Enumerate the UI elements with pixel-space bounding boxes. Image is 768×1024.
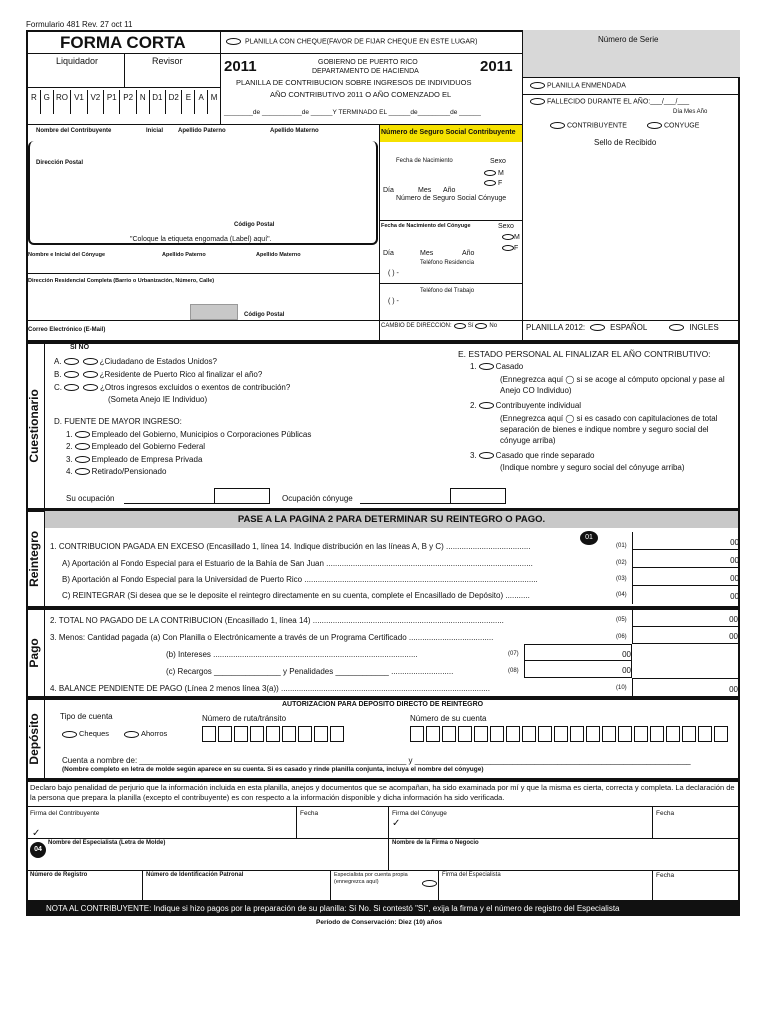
- sexo-f[interactable]: [484, 180, 502, 188]
- questionnaire-side: Cuestionario: [27, 389, 42, 463]
- dobc-year: Año: [462, 250, 475, 257]
- enmendada-label: PLANILLA ENMENDADA: [547, 82, 626, 90]
- conservacion: Período de Conservación: Diez (10) años: [316, 919, 443, 926]
- fallecido-label: FALLECIDO DURANTE EL AÑO:___/___/___: [547, 98, 690, 106]
- enmendada-radio-icon[interactable]: [530, 82, 545, 89]
- question-b: B. ¿Residente de Puerto Rico al finalizar el año?: [54, 370, 263, 379]
- dir-residencial-label: Dirección Residencial Completa (Barrio o Urbanización, Número, Calle): [28, 278, 215, 284]
- fecha-nac-conyuge-label: Fecha de Nacimiento del Cónyuge: [381, 223, 471, 229]
- code-03: (03): [616, 576, 627, 582]
- fallecido-conyuge-radio-icon[interactable]: [647, 122, 662, 129]
- amount-06[interactable]: 00: [632, 627, 738, 644]
- enmendada-option[interactable]: [528, 82, 626, 90]
- check-contrib: ✓: [32, 828, 41, 839]
- amount-07[interactable]: 00: [524, 644, 632, 661]
- correo-label: Correo Electrónico (E-Mail): [28, 327, 106, 333]
- planilla-cheque-label: PLANILLA CON CHEQUE(FAVOR DE FIJAR CHEQUE EN ESTE LUGAR): [244, 38, 478, 46]
- nota-contribuyente: NOTA AL CONTRIBUYENTE: Indique si hizo pagos por la preparación de su planilla: Sí No. Si contestó "Sí", exija la firma y el número de registro del Especialista: [46, 904, 620, 913]
- sexo-m-label: M: [497, 170, 504, 177]
- reintegro-line-b: B) Aportación al Fondo Especial para la Universidad de Puerto Rico .........................................................................................................: [62, 575, 538, 584]
- fecha-nac-label: Fecha de Nacimiento: [396, 158, 453, 164]
- inicial-label: Inicial: [146, 128, 164, 134]
- sexo-conyuge-m-radio-icon[interactable]: [502, 234, 514, 240]
- pago-line-3c: (c) Recargos _______________ y Penalidades ____________ ............................: [166, 667, 454, 676]
- question-d: D. FUENTE DE MAYOR INGRESO:: [54, 417, 182, 426]
- cambio-no-radio-icon[interactable]: [475, 323, 487, 329]
- firma-negocio-label: Nombre de la Firma o Negocio: [392, 840, 479, 846]
- b-si-radio-icon[interactable]: [64, 371, 79, 378]
- badge-04: 04: [30, 842, 46, 858]
- code-05: (05): [616, 617, 627, 623]
- revisor-label: Revisor: [152, 56, 183, 66]
- pago-line-3b: (b) Intereses ............................................................................................: [166, 650, 418, 659]
- apellido-paterno-conyuge-label: Apellido Paterno: [162, 252, 206, 258]
- ruta-label: Número de ruta/tránsito: [202, 714, 287, 723]
- year-left: 2011: [224, 58, 257, 75]
- planilla-lang-label: PLANILLA 2012:: [526, 323, 586, 332]
- cuenta-nombre[interactable]: Cuenta a nombre de: ____________________________________________________________ y ______________________________________________________________: [62, 756, 691, 765]
- code-10: (10): [616, 685, 627, 691]
- sexo-conyuge-label: Sexo: [498, 223, 514, 230]
- deposito-title: AUTORIZACION PARA DEPOSITO DIRECTO DE REINTEGRO: [282, 701, 484, 708]
- reintegro-banner: PASE A LA PAGINA 2 PARA DETERMINAR SU REINTEGRO O PAGO.: [45, 511, 738, 528]
- ssn-conyuge-label: Número de Seguro Social Cónyuge: [396, 195, 507, 202]
- b-no-radio-icon[interactable]: [83, 371, 98, 378]
- cambio-label: CAMBIO DE DIRECCION:: [381, 323, 452, 329]
- cambio-no-label: No: [489, 323, 498, 329]
- tel-residencia-fmt: ( ) -: [388, 270, 399, 277]
- fallecido-contrib-label: CONTRIBUYENTE: [567, 122, 627, 130]
- amount-03[interactable]: 00: [633, 568, 739, 586]
- code-n: N: [137, 90, 150, 114]
- sexo-conyuge-f-radio-icon[interactable]: [502, 245, 514, 251]
- code-g: G: [41, 90, 54, 114]
- tel-residencia-label: Teléfono Residencia: [420, 260, 475, 266]
- fallecido-conyuge[interactable]: [645, 122, 699, 130]
- deposito-side: Depósito: [27, 713, 42, 765]
- c-si-radio-icon[interactable]: [64, 384, 79, 391]
- d-option-4[interactable]: 4. Retirado/Pensionado: [66, 467, 167, 476]
- direccion-label: Dirección Postal: [36, 160, 84, 166]
- code-m: M: [210, 93, 218, 102]
- fallecido-radio-icon[interactable]: [530, 98, 545, 105]
- label-area: [28, 141, 378, 245]
- gray-postal-box[interactable]: [190, 304, 238, 320]
- patronal-label: Número de Identificación Patronal: [146, 872, 244, 878]
- cambio-si-label: Sí: [467, 323, 474, 329]
- amount-05[interactable]: 00: [632, 610, 738, 627]
- office-codes: [28, 90, 220, 114]
- ahorros-radio-icon[interactable]: [124, 731, 139, 738]
- si-no-header: SI NO: [70, 344, 90, 351]
- pago-line-4: 4. BALANCE PENDIENTE DE PAGO (Línea 2 menos línea 3(a)) ..............................................................................................: [50, 684, 490, 693]
- code-02: (02): [616, 560, 627, 566]
- fallecido-option[interactable]: [528, 98, 689, 106]
- cheques-radio-icon[interactable]: [62, 731, 77, 738]
- sexo-f-label: F: [497, 180, 503, 187]
- espanol-radio-icon[interactable]: [590, 324, 605, 331]
- a-si-radio-icon[interactable]: [64, 358, 79, 365]
- por-cuenta-label: Especialista por cuenta propia (ennegrezca aquí): [334, 872, 408, 885]
- codigo-postal-label: Código Postal: [234, 222, 275, 228]
- code-01: (01): [616, 543, 627, 549]
- espanol-label: ESPAÑOL: [610, 323, 648, 332]
- nombre-label: Nombre del Contribuyente: [36, 128, 112, 134]
- fecha-label-1: Fecha: [300, 810, 319, 817]
- code-d1: D1: [150, 90, 166, 114]
- amount-01[interactable]: 00: [633, 532, 739, 550]
- d4-radio-icon[interactable]: [75, 468, 90, 475]
- ocupacion-conyuge-label: Ocupación cónyuge: [282, 494, 353, 503]
- apellido-paterno-label: Apellido Paterno: [178, 128, 226, 134]
- dobc-day: Día: [383, 250, 394, 257]
- code-08: (08): [508, 668, 519, 674]
- amount-04[interactable]: 00: [730, 592, 739, 601]
- c-no-radio-icon[interactable]: [83, 384, 98, 391]
- ocupacion-box[interactable]: [214, 488, 270, 504]
- question-c-note: (Someta Anejo IE Individuo): [108, 395, 208, 404]
- apellido-materno-label: Apellido Materno: [270, 128, 319, 134]
- reintegro-side: Reintegro: [27, 530, 42, 587]
- fallecido-contrib[interactable]: [548, 122, 627, 130]
- apellido-materno-conyuge-label: Apellido Materno: [256, 252, 301, 258]
- declaration-text: Declaro bajo penalidad de perjurio que la información incluida en esta planilla, anejos y documentos que se acompañan, ha sido examinada por mí y que la misma es cierta, correcta y completa. La declaración de la persona que prepara la planilla (excepto el contribuyente) es con respecto a la información disponible y dicha información ha sido verificada.: [30, 783, 735, 802]
- d-option-1[interactable]: 1. Empleado del Gobierno, Municipios o Corporaciones Públicas: [66, 430, 312, 439]
- form-reference: Formulario 481 Rev. 27 oct 11: [26, 20, 133, 29]
- sexo-m-radio-icon[interactable]: [484, 170, 496, 176]
- sexo-f-radio-icon[interactable]: [484, 180, 496, 186]
- year-line: AÑO CONTRIBUTIVO 2011 O AÑO COMENZADO EL: [270, 90, 452, 99]
- nombre-conyuge-label: Nombre e Inicial del Cónyuge: [28, 252, 106, 258]
- ocupacion-label: Su ocupación: [66, 494, 115, 503]
- liquidador-label: Liquidador: [56, 56, 99, 66]
- amount-10[interactable]: 00: [632, 678, 738, 696]
- ocupacion-conyuge-box[interactable]: [450, 488, 506, 504]
- ssn-label: Número de Seguro Social Contribuyente: [379, 125, 522, 142]
- pago-line-2: 2. TOTAL NO PAGADO DE LA CONTRIBUCION (Encasillado 1, línea 14) ......................................................................................: [50, 616, 504, 625]
- reintegro-line-c: C) REINTEGRAR (Si desea que se le deposite el reintegro directamente en su cuenta, complete el Encasillado de Depósito) ...........: [62, 591, 530, 600]
- cuenta-nota: (Nombre completo en letra de molde según aparece en su cuenta. Si es casado y rinde planilla conjunta, incluya el nombre del cónyuge): [62, 766, 484, 773]
- gov-name: GOBIERNO DE PUERTO RICO: [318, 59, 418, 66]
- badge-01: 01: [580, 531, 598, 545]
- e3-radio-icon[interactable]: [479, 452, 494, 459]
- cheques-option[interactable]: Cheques: [60, 730, 109, 739]
- ingles-radio-icon[interactable]: [669, 324, 684, 331]
- amount-08[interactable]: 00: [524, 661, 632, 678]
- dob-year: Año: [443, 187, 456, 194]
- e-option-2[interactable]: 2. Contribuyente individual: [470, 401, 582, 410]
- code-d2: D2: [166, 90, 182, 114]
- code-v2: V2: [88, 90, 104, 114]
- serie-label: Número de Serie: [598, 35, 659, 44]
- dobc-month: Mes: [420, 250, 434, 257]
- especialista-label: Nombre del Especialista (Letra de Molde): [48, 840, 166, 846]
- codigo-postal-res-label: Código Postal: [244, 312, 285, 318]
- tel-trabajo-fmt: ( ) -: [388, 298, 399, 305]
- d2-radio-icon[interactable]: [75, 443, 90, 450]
- e-option-1[interactable]: 1. Casado: [470, 362, 524, 371]
- sexo-conyuge-f-label: F: [514, 245, 519, 252]
- cuenta-label: Número de su cuenta: [410, 714, 487, 723]
- ruta-boxes[interactable]: [202, 726, 346, 745]
- code-a: A: [195, 90, 208, 114]
- e2-desc: (Ennegrezca aquí ◯ si es casado con capitulaciones de total separación de bienes e indique nombre y seguro social del cónyuge arriba): [500, 414, 718, 445]
- firma-esp-label: Firma del Especialista: [442, 872, 501, 878]
- cheque-radio-icon[interactable]: [226, 38, 241, 45]
- cambio-si-radio-icon[interactable]: [454, 323, 466, 329]
- code-04: (04): [616, 592, 627, 598]
- e-option-3[interactable]: 3. Casado que rinde separado: [470, 451, 595, 460]
- tipo-cuenta-label: Tipo de cuenta: [60, 712, 113, 721]
- dma-label: Día Mes Año: [673, 109, 708, 115]
- planilla-lang: [526, 323, 719, 332]
- code-p1: P1: [104, 90, 120, 114]
- code-07: (07): [508, 651, 519, 657]
- reintegro-amount-col: [632, 532, 738, 604]
- reintegro-line-1: 1. CONTRIBUCION PAGADA EN EXCESO (Encasillado 1, línea 14. Indique distribución en las líneas A, B y C) ......................................: [50, 542, 531, 551]
- sexo-conyuge-f[interactable]: [502, 245, 518, 253]
- dob-month: Mes: [418, 187, 432, 194]
- fecha-label-3: Fecha: [656, 872, 675, 879]
- amount-02[interactable]: 00: [633, 550, 739, 568]
- fallecido-conyuge-label: CONYUGE: [664, 122, 700, 130]
- code-ro: RO: [54, 90, 72, 114]
- code-e: E: [182, 90, 195, 114]
- planilla-cheque-option[interactable]: [224, 38, 477, 46]
- registro-label: Número de Registro: [30, 872, 88, 878]
- code-r: R: [28, 90, 41, 114]
- question-e: E. ESTADO PERSONAL AL FINALIZAR EL AÑO CONTRIBUTIVO:: [458, 349, 711, 359]
- dob-day: Día: [383, 187, 394, 194]
- d-option-3[interactable]: 3. Empleado de Empresa Privada: [66, 455, 203, 464]
- e2-radio-icon[interactable]: [479, 402, 494, 409]
- firma-conyuge-label: Firma del Cónyuge: [392, 810, 447, 817]
- sexo-conyuge-m[interactable]: [502, 234, 520, 242]
- ingles-label: INGLES: [689, 323, 719, 332]
- d1-radio-icon[interactable]: [75, 431, 90, 438]
- e1-radio-icon[interactable]: [479, 363, 494, 370]
- d3-radio-icon[interactable]: [75, 456, 90, 463]
- e1-desc: (Ennegrezca aquí ◯ si se acoge al cómputo opcional y pase al Anejo CO Individuo): [500, 375, 725, 395]
- form-title: FORMA CORTA: [60, 33, 186, 52]
- fallecido-contrib-radio-icon[interactable]: [550, 122, 565, 129]
- sexo-conyuge-m-label: M: [514, 234, 520, 241]
- question-a: A. ¿Ciudadano de Estados Unidos?: [54, 357, 217, 366]
- e3-desc: (Indique nombre y seguro social del cónyuge arriba): [500, 463, 685, 472]
- sello-label: Sello de Recibido: [594, 138, 657, 147]
- fecha-label-2: Fecha: [656, 810, 675, 817]
- sexo-m[interactable]: [484, 170, 504, 178]
- ahorros-option[interactable]: Ahorros: [122, 730, 167, 739]
- code-p2: P2: [120, 90, 136, 114]
- planilla-title: PLANILLA DE CONTRIBUCION SOBRE INGRESOS DE INDIVIDUOS: [236, 78, 472, 87]
- por-cuenta-propia[interactable]: [334, 872, 418, 886]
- firma-contrib-label: Firma del Contribuyente: [30, 810, 100, 817]
- d-option-2[interactable]: 2. Empleado del Gobierno Federal: [66, 442, 206, 451]
- dept-name: DEPARTAMENTO DE HACIENDA: [312, 68, 419, 75]
- year-right: 2011: [480, 58, 513, 75]
- code-v1: V1: [71, 90, 87, 114]
- tel-trabajo-label: Teléfono del Trabajo: [420, 288, 475, 294]
- a-no-radio-icon[interactable]: [83, 358, 98, 365]
- date-line: ________de ___________de ______Y TERMINADO EL ______de_________de ______: [224, 109, 481, 116]
- sexo-label: Sexo: [490, 158, 506, 165]
- code-06: (06): [616, 634, 627, 640]
- por-cuenta-radio-icon[interactable]: [422, 880, 437, 887]
- pago-line-3: 3. Menos: Cantidad pagada (a) Con Planilla o Electrónicamente a través de un Programa Certificado ......................................: [50, 633, 494, 642]
- reintegro-line-a: A) Aportación al Fondo Especial para el Estuario de la Bahía de San Juan .............................................................................................: [62, 559, 533, 568]
- cuenta-boxes[interactable]: [410, 726, 730, 745]
- por-cuenta-radio[interactable]: [420, 880, 439, 888]
- check-conyuge: ✓: [392, 818, 401, 829]
- pago-side: Pago: [27, 638, 42, 668]
- question-c: C. ¿Otros ingresos excluidos o exentos de contribución?: [54, 383, 291, 392]
- cambio-direccion: [381, 323, 497, 330]
- label-note: "Coloque la etiqueta engomada (Label) aquí".: [130, 236, 272, 243]
